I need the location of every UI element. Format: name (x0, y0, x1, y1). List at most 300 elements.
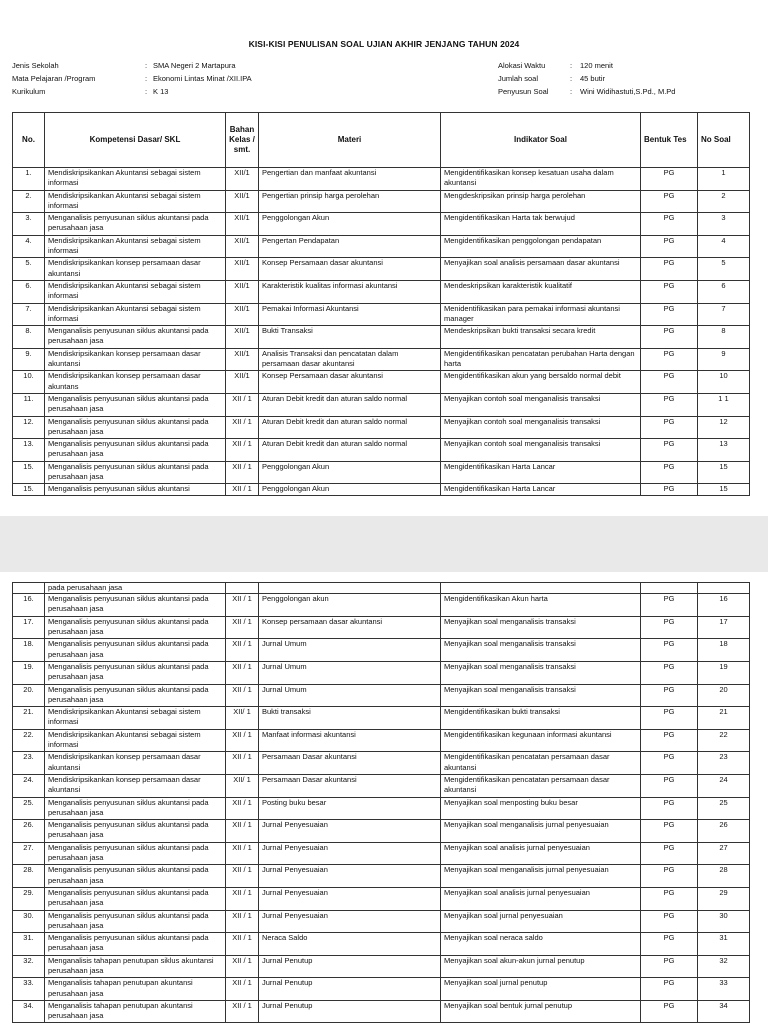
cell-kelas: XII/1 (226, 168, 259, 191)
table-row (13, 978, 750, 1001)
header-label: Mata Pelajaran /Program (12, 74, 96, 83)
table-row (13, 213, 750, 236)
cell-no-soal: 1 (698, 168, 750, 191)
cell-kelas: XII / 1 (226, 842, 259, 865)
cell-indikator: Mengidentifikasikan Harta Lancar (441, 484, 641, 496)
cell-no: 21. (13, 707, 45, 730)
cell-kelas: XII / 1 (226, 1000, 259, 1023)
cell-kelas: XII / 1 (226, 978, 259, 1001)
header-info-right (498, 59, 675, 98)
table-row (13, 707, 750, 730)
header-label: Jenis Sekolah (12, 61, 59, 70)
cell-indikator: Mengidentifikasikan Harta Lancar (441, 461, 641, 484)
cell-no-soal: 29 (698, 887, 750, 910)
cell-no: 11. (13, 393, 45, 416)
cell-indikator: Mengidentifikasikan Harta tak berwujud (441, 213, 641, 236)
cell-no-soal: 4 (698, 235, 750, 258)
header-value: 45 butir (580, 74, 606, 83)
cell-no-soal: 5 (698, 258, 750, 281)
cell-indikator: Mengidentifikasikan pencatatan persamaan dasar akuntansi (441, 774, 641, 797)
cell-no-soal: 28 (698, 865, 750, 888)
cell-kelas: XII / 1 (226, 887, 259, 910)
cell-kompetensi: Menganalisis penyusunan siklus akuntansi pada perusahaan jasa (45, 461, 226, 484)
cell-kompetensi: Menganalisis penyusunan siklus akuntansi pada perusahaan jasa (45, 213, 226, 236)
cell-indikator: Menyajikan soal menganalisis transaksi (441, 616, 641, 639)
cell-materi: Persamaan Dasar akuntansi (259, 774, 441, 797)
cell-kompetensi: Mendiskripsikankan Akuntansi sebagai sistem informasi (45, 729, 226, 752)
table-row (13, 303, 750, 326)
table-row (13, 616, 750, 639)
cell-no: 12. (13, 416, 45, 439)
cell-no: 16. (13, 594, 45, 617)
column-header-no-soal: No Soal (698, 113, 750, 168)
cell-materi: Bukti Transaksi (259, 326, 441, 349)
cell-kompetensi: Menganalisis penyusunan siklus akuntansi pada perusahaan jasa (45, 887, 226, 910)
cell-indikator: Menyajikan soal menposting buku besar (441, 797, 641, 820)
cell-no-soal: 3 (698, 213, 750, 236)
header-row-author: Penyusun Soal : Wini Widihastuti,S.Pd., M.Pd (498, 87, 676, 96)
cell-bentuk-tes: PG (641, 594, 698, 617)
cell-kelas: XII / 1 (226, 416, 259, 439)
cell-no-soal: 22 (698, 729, 750, 752)
cell-no: 1. (13, 168, 45, 191)
cell-kelas: XII/ 1 (226, 774, 259, 797)
cell-kompetensi: pada perusahaan jasa (45, 583, 226, 594)
cell-no-soal: 2 (698, 190, 750, 213)
cell-bentuk-tes: PG (641, 661, 698, 684)
cell-kompetensi: Mendiskripsikankan Akuntansi sebagai sistem informasi (45, 707, 226, 730)
header-row-curriculum: Kurikulum : K 13 (12, 87, 169, 96)
cell-kompetensi: Menganalisis penyusunan siklus akuntansi pada perusahaan jasa (45, 933, 226, 956)
cell-no: 8. (13, 326, 45, 349)
cell-kelas: XII / 1 (226, 729, 259, 752)
cell-no-soal: 9 (698, 348, 750, 371)
cell-bentuk-tes: PG (641, 797, 698, 820)
cell-materi: Persamaan Dasar akuntansi (259, 752, 441, 775)
cell-no-soal: 19 (698, 661, 750, 684)
cell-indikator: Mengidentifikasikan penggolongan pendapatan (441, 235, 641, 258)
cell-kelas: XII / 1 (226, 752, 259, 775)
cell-no-soal: 24 (698, 774, 750, 797)
cell-kelas: XII / 1 (226, 461, 259, 484)
cell-kelas: XII/1 (226, 235, 259, 258)
cell-materi: Analisis Transaksi dan pencatatan dalam persamaan dasar akuntansi (259, 348, 441, 371)
cell-kompetensi: Menganalisis penyusunan siklus akuntansi pada perusahaan jasa (45, 639, 226, 662)
cell-no-soal: 12 (698, 416, 750, 439)
cell-materi: Konsep persamaan dasar akuntansi (259, 616, 441, 639)
cell-no-soal: 6 (698, 280, 750, 303)
cell-materi: Aturan Debit kredit dan aturan saldo normal (259, 393, 441, 416)
cell-no: 20. (13, 684, 45, 707)
cell-no-soal: 23 (698, 752, 750, 775)
cell-indikator: Mengdeskripsikan prinsip harga perolehan (441, 190, 641, 213)
cell-indikator: Menyajikan soal akun-akun jurnal penutup (441, 955, 641, 978)
cell-no: 29. (13, 887, 45, 910)
cell-kompetensi: Mendiskripsikankan konsep persamaan dasar akuntansi (45, 752, 226, 775)
cell-no-soal: 34 (698, 1000, 750, 1023)
table-row (13, 639, 750, 662)
cell-indikator: Menyajikan contoh soal menganalisis transaksi (441, 416, 641, 439)
cell-bentuk-tes: PG (641, 439, 698, 462)
cell-bentuk-tes: PG (641, 774, 698, 797)
column-header-indikator: Indikator Soal (441, 113, 641, 168)
table-row (13, 910, 750, 933)
cell-bentuk-tes: PG (641, 978, 698, 1001)
cell-bentuk-tes: PG (641, 865, 698, 888)
cell-materi: Karakteristik kualitas informasi akuntansi (259, 280, 441, 303)
cell-no-soal: 18 (698, 639, 750, 662)
cell-materi: Posting buku besar (259, 797, 441, 820)
cell-kompetensi: Mendiskripsikankan Akuntansi sebagai sistem informasi (45, 280, 226, 303)
cell-materi: Jurnal Penyesuaian (259, 910, 441, 933)
cell-kompetensi: Menganalisis penyusunan siklus akuntansi pada perusahaan jasa (45, 865, 226, 888)
cell-no-soal: 16 (698, 594, 750, 617)
table-row (13, 729, 750, 752)
header-row-time: Alokasi Waktu : 120 menit (498, 61, 613, 70)
cell-kompetensi: Menganalisis penyusunan siklus akuntansi pada perusahaan jasa (45, 616, 226, 639)
cell-materi: Aturan Debit kredit dan aturan saldo normal (259, 439, 441, 462)
table-row (13, 774, 750, 797)
cell-bentuk-tes: PG (641, 326, 698, 349)
header-label: Jumlah soal (498, 74, 539, 83)
table-row (13, 348, 750, 371)
cell-materi: Penggolongan Akun (259, 461, 441, 484)
cell-kelas: XII / 1 (226, 439, 259, 462)
header-value: Ekonomi Lintas Minat /XII.IPA (153, 74, 252, 83)
cell-kelas: XII/1 (226, 258, 259, 281)
cell-kelas: XII / 1 (226, 684, 259, 707)
cell-kelas: XII / 1 (226, 955, 259, 978)
cell-no: 19. (13, 661, 45, 684)
cell-indikator: Mengidentifikasikan konsep kesatuan usaha dalam akuntansi (441, 168, 641, 191)
cell-kelas: XII / 1 (226, 594, 259, 617)
header-row-school: Jenis Sekolah : SMA Negeri 2 Martapura (12, 61, 236, 70)
cell-materi: Pemakai Informasi Akuntansi (259, 303, 441, 326)
cell-indikator: Mendeskripsikan bukti transaksi secara kredit (441, 326, 641, 349)
cell-indikator: Menyajikan contoh soal menganalisis transaksi (441, 439, 641, 462)
cell-kelas: XII/1 (226, 348, 259, 371)
table-header-row (13, 113, 750, 168)
column-header-no: No. (13, 113, 45, 168)
cell-indikator: Menyajikan soal menganalisis jurnal penyesuaian (441, 820, 641, 843)
cell-kompetensi: Mendiskripsikankan Akuntansi sebagai sistem informasi (45, 303, 226, 326)
cell-no: 24. (13, 774, 45, 797)
cell-materi: Penggolongan Akun (259, 484, 441, 496)
cell-indikator: Menyajikan soal analisis jurnal penyesuaian (441, 842, 641, 865)
cell-kompetensi: Menganalisis penyusunan siklus akuntansi pada perusahaan jasa (45, 661, 226, 684)
cell-bentuk-tes: PG (641, 168, 698, 191)
cell-no-soal: 15 (698, 461, 750, 484)
header-label: Kurikulum (12, 87, 46, 96)
cell-indikator: Menyajikan soal menganalisis jurnal penyesuaian (441, 865, 641, 888)
cell-materi: Jurnal Penyesuaian (259, 887, 441, 910)
cell-kelas: XII/1 (226, 280, 259, 303)
cell-kompetensi: Mendiskripsikankan Akuntansi sebagai sistem informasi (45, 190, 226, 213)
table-row (13, 439, 750, 462)
cell-bentuk-tes: PG (641, 416, 698, 439)
cell-no: 30. (13, 910, 45, 933)
cell-bentuk-tes: PG (641, 729, 698, 752)
cell-materi: Manfaat informasi akuntansi (259, 729, 441, 752)
table-row (13, 484, 750, 496)
table-row (13, 416, 750, 439)
cell-kompetensi: Menganalisis penyusunan siklus akuntansi pada perusahaan jasa (45, 842, 226, 865)
cell-materi: Bukti transaksi (259, 707, 441, 730)
cell-kelas: XII / 1 (226, 393, 259, 416)
cell-indikator: Mengidentifikasikan akun yang bersaldo normal debit (441, 371, 641, 394)
cell-bentuk-tes: PG (641, 707, 698, 730)
cell-kelas: XII / 1 (226, 933, 259, 956)
cell-indikator: Mengidentifikasikan bukti transaksi (441, 707, 641, 730)
cell-indikator: Mengidentifikasikan Akun harta (441, 594, 641, 617)
cell-indikator: Menyajikan soal analisis persamaan dasar akuntansi (441, 258, 641, 281)
kisi-kisi-table (12, 112, 750, 496)
header-value: Wini Widihastuti,S.Pd., M.Pd (580, 87, 676, 96)
cell-no-soal: 7 (698, 303, 750, 326)
cell-kompetensi: Mendiskripsikankan konsep persamaan dasar akuntansi (45, 258, 226, 281)
table-row (13, 865, 750, 888)
cell-indikator: Menyajikan soal analisis jurnal penyesuaian (441, 887, 641, 910)
header-value: 120 menit (580, 61, 613, 70)
cell-kelas: XII/1 (226, 326, 259, 349)
cell-materi: Konsep Persamaan dasar akuntansi (259, 258, 441, 281)
cell-no: 10. (13, 371, 45, 394)
cell-no-soal: 31 (698, 933, 750, 956)
cell-bentuk-tes: PG (641, 348, 698, 371)
cell-kompetensi: Menganalisis penyusunan siklus akuntansi pada perusahaan jasa (45, 594, 226, 617)
cell-bentuk-tes: PG (641, 684, 698, 707)
table-row (13, 842, 750, 865)
cell-no-soal: 13 (698, 439, 750, 462)
table-row (13, 752, 750, 775)
table-row (13, 887, 750, 910)
cell-bentuk-tes: PG (641, 933, 698, 956)
table-row (13, 371, 750, 394)
cell-indikator: Menyajikan soal neraca saldo (441, 933, 641, 956)
cell-bentuk-tes: PG (641, 393, 698, 416)
table-row (13, 1000, 750, 1023)
cell-bentuk-tes: PG (641, 190, 698, 213)
cell-kompetensi: Mendiskripsikankan Akuntansi sebagai sistem informasi (45, 168, 226, 191)
header-value: SMA Negeri 2 Martapura (153, 61, 236, 70)
cell-indikator: Mengidentifikasikan pencatatan perubahan Harta dengan harta (441, 348, 641, 371)
cell-no: 23. (13, 752, 45, 775)
cell-kelas: XII / 1 (226, 820, 259, 843)
cell-bentuk-tes: PG (641, 887, 698, 910)
cell-materi: Pengertian prinsip harga perolehan (259, 190, 441, 213)
cell-no: 9. (13, 348, 45, 371)
cell-kelas: XII / 1 (226, 639, 259, 662)
table-row (13, 594, 750, 617)
cell-materi: Penggolongan akun (259, 594, 441, 617)
cell-no-soal: 33 (698, 978, 750, 1001)
cell-indikator: Menyajikan soal bentuk jurnal penutup (441, 1000, 641, 1023)
cell-bentuk-tes: PG (641, 371, 698, 394)
header-label: Alokasi Waktu (498, 61, 546, 70)
cell-no-soal: 26 (698, 820, 750, 843)
cell-kompetensi: Menganalisis penyusunan siklus akuntansi pada perusahaan jasa (45, 684, 226, 707)
cell-kompetensi: Mendiskripsikankan konsep persamaan dasar akuntans (45, 371, 226, 394)
column-header-materi: Materi (259, 113, 441, 168)
cell-kelas: XII / 1 (226, 910, 259, 933)
header-label: Penyusun Soal (498, 87, 549, 96)
cell-kompetensi: Menganalisis tahapan penutupan akuntansi perusahaan jasa (45, 1000, 226, 1023)
cell-kompetensi: Mendiskripsikankan Akuntansi sebagai sistem informasi (45, 235, 226, 258)
cell-kompetensi: Mendiskripsikankan konsep persamaan dasar akuntansi (45, 348, 226, 371)
table-row (13, 280, 750, 303)
header-row-count: Jumlah soal : 45 butir (498, 74, 606, 83)
cell-kelas: XII/1 (226, 303, 259, 326)
cell-no-soal: 8 (698, 326, 750, 349)
cell-no: 18. (13, 639, 45, 662)
table-row (13, 661, 750, 684)
cell-bentuk-tes: PG (641, 1000, 698, 1023)
cell-no: 15. (13, 461, 45, 484)
cell-kelas: XII/ 1 (226, 707, 259, 730)
cell-indikator: Menyajikan soal menganalisis transaksi (441, 661, 641, 684)
cell-kompetensi: Menganalisis penyusunan siklus akuntansi pada perusahaan jasa (45, 416, 226, 439)
cell-kompetensi: Menganalisis penyusunan siklus akuntansi pada perusahaan jasa (45, 393, 226, 416)
cell-kompetensi: Menganalisis penyusunan siklus akuntansi pada perusahaan jasa (45, 910, 226, 933)
cell-bentuk-tes: PG (641, 955, 698, 978)
cell-no: 34. (13, 1000, 45, 1023)
cell-materi: Neraca Saldo (259, 933, 441, 956)
cell-no: 31. (13, 933, 45, 956)
cell-indikator: Mendeskripsikan karakteristik kualitatif (441, 280, 641, 303)
document-page-2 (0, 572, 768, 1024)
cell-indikator: Mengidentifikasikan pencatatan persamaan dasar akuntansi (441, 752, 641, 775)
cell-materi: Jurnal Penutup (259, 1000, 441, 1023)
cell-no: 33. (13, 978, 45, 1001)
cell-no: 32. (13, 955, 45, 978)
cell-materi: Jurnal Penyesuaian (259, 820, 441, 843)
cell-indikator: Menyajikan soal menganalisis transaksi (441, 639, 641, 662)
cell-materi: Jurnal Penutup (259, 978, 441, 1001)
cell-bentuk-tes: PG (641, 280, 698, 303)
cell-no-soal: 25 (698, 797, 750, 820)
cell-materi: Jurnal Umum (259, 661, 441, 684)
cell-bentuk-tes: PG (641, 213, 698, 236)
cell-materi: Konsep Persamaan dasar akuntansi (259, 371, 441, 394)
cell-bentuk-tes: PG (641, 820, 698, 843)
cell-kompetensi: Menganalisis penyusunan siklus akuntansi pada perusahaan jasa (45, 439, 226, 462)
header-info-left (12, 59, 252, 98)
cell-no: 6. (13, 280, 45, 303)
cell-no: 13. (13, 439, 45, 462)
cell-no-soal: 27 (698, 842, 750, 865)
cell-no: 5. (13, 258, 45, 281)
cell-materi: Jurnal Penyesuaian (259, 842, 441, 865)
cell-indikator: Menyajikan soal jurnal penutup (441, 978, 641, 1001)
cell-no: 25. (13, 797, 45, 820)
cell-no-soal: 32 (698, 955, 750, 978)
cell-no-soal: 10 (698, 371, 750, 394)
cell-bentuk-tes: PG (641, 910, 698, 933)
column-header-kompetensi: Kompetensi Dasar/ SKL (45, 113, 226, 168)
cell-indikator: Mengidentifikasikan kegunaan informasi akuntansi (441, 729, 641, 752)
cell-kelas: XII/1 (226, 190, 259, 213)
table-row (13, 797, 750, 820)
cell-kelas: XII/1 (226, 213, 259, 236)
cell-kompetensi: Menganalisis penyusunan siklus akuntansi pada perusahaan jasa (45, 326, 226, 349)
table-row (13, 933, 750, 956)
cell-indikator: Menidentifikasikan para pemakai informasi akuntansi manager (441, 303, 641, 326)
cell-bentuk-tes: PG (641, 484, 698, 496)
cell-no: 7. (13, 303, 45, 326)
table-row (13, 235, 750, 258)
cell-bentuk-tes: PG (641, 616, 698, 639)
cell-materi: Jurnal Penutup (259, 955, 441, 978)
cell-bentuk-tes: PG (641, 752, 698, 775)
cell-bentuk-tes: PG (641, 303, 698, 326)
table-row (13, 461, 750, 484)
cell-materi: Pengertian dan manfaat akuntansi (259, 168, 441, 191)
cell-kompetensi: Menganalisis tahapan penutupan siklus akuntansi perusahaan jasa (45, 955, 226, 978)
cell-materi: Aturan Debit kredit dan aturan saldo normal (259, 416, 441, 439)
cell-no: 17. (13, 616, 45, 639)
table-row (13, 326, 750, 349)
cell-bentuk-tes: PG (641, 258, 698, 281)
cell-no-soal: 21 (698, 707, 750, 730)
cell-kompetensi: Menganalisis penyusunan siklus akuntansi pada perusahaan jasa (45, 797, 226, 820)
cell-kompetensi: Menganalisis penyusunan siklus akuntansi pada perusahaan jasa (45, 820, 226, 843)
table-row (13, 955, 750, 978)
cell-bentuk-tes: PG (641, 842, 698, 865)
table-row (13, 684, 750, 707)
cell-kelas: XII / 1 (226, 661, 259, 684)
cell-kelas: XII / 1 (226, 865, 259, 888)
header-row-subject: Mata Pelajaran /Program : Ekonomi Lintas Minat /XII.IPA (12, 74, 252, 83)
cell-bentuk-tes: PG (641, 461, 698, 484)
column-header-bentuk-tes: Bentuk Tes (641, 113, 698, 168)
cell-materi: Penggolongan Akun (259, 213, 441, 236)
table-row (13, 820, 750, 843)
cell-no-soal: 17 (698, 616, 750, 639)
cell-materi: Pengertan Pendapatan (259, 235, 441, 258)
cell-indikator: Menyajikan contoh soal menganalisis transaksi (441, 393, 641, 416)
cell-kompetensi: Menganalisis penyusunan siklus akuntansi (45, 484, 226, 496)
cell-no-soal: 1 1 (698, 393, 750, 416)
cell-no: 4. (13, 235, 45, 258)
cell-no-soal: 20 (698, 684, 750, 707)
table-row (13, 190, 750, 213)
cell-kompetensi: Menganalisis tahapan penutupan akuntansi perusahaan jasa (45, 978, 226, 1001)
cell-no-soal: 30 (698, 910, 750, 933)
cell-kelas: XII / 1 (226, 797, 259, 820)
cell-bentuk-tes: PG (641, 235, 698, 258)
cell-indikator: Menyajikan soal menganalisis transaksi (441, 684, 641, 707)
cell-no-soal: 15 (698, 484, 750, 496)
cell-kompetensi: Mendiskripsikankan konsep persamaan dasar akuntansi (45, 774, 226, 797)
cell-no: 27. (13, 842, 45, 865)
table-row-continuation (13, 583, 750, 594)
cell-indikator: Menyajikan soal jurnal penyesuaian (441, 910, 641, 933)
cell-kelas: XII/1 (226, 371, 259, 394)
kisi-kisi-table-continued (12, 582, 750, 1023)
document-title: KISI-KISI PENULISAN SOAL UJIAN AKHIR JENJANG TAHUN 2024 (248, 39, 520, 49)
cell-kelas: XII / 1 (226, 484, 259, 496)
cell-no: 15. (13, 484, 45, 496)
cell-kelas: XII / 1 (226, 616, 259, 639)
header-value: K 13 (153, 87, 169, 96)
cell-no: 28. (13, 865, 45, 888)
cell-materi: Jurnal Penyesuaian (259, 865, 441, 888)
cell-bentuk-tes: PG (641, 639, 698, 662)
table-row (13, 258, 750, 281)
cell-no: 22. (13, 729, 45, 752)
table-row (13, 393, 750, 416)
table-row (13, 168, 750, 191)
